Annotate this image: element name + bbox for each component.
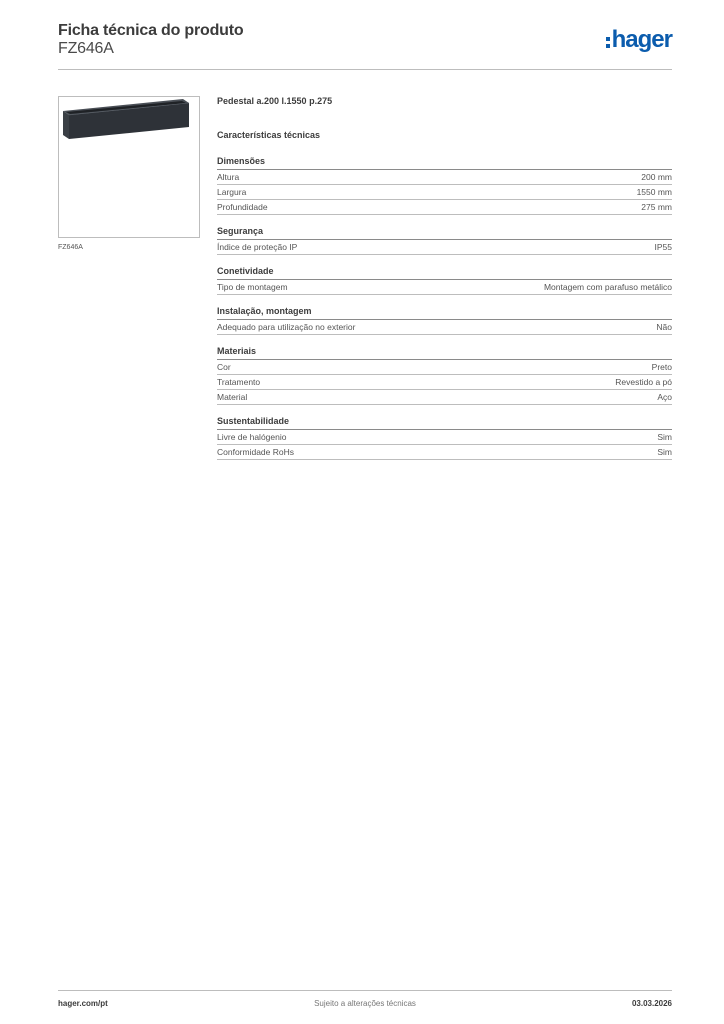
spec-row xyxy=(217,360,672,375)
spec-label: Índice de proteção IP xyxy=(217,242,298,252)
page-footer xyxy=(58,990,672,1015)
spec-value: Aço xyxy=(657,392,672,402)
group-title: Segurança xyxy=(217,226,672,240)
hager-logo[interactable] xyxy=(606,26,672,54)
spec-row xyxy=(217,185,672,200)
spec-value: Preto xyxy=(651,362,672,372)
spec-value: Sim xyxy=(657,447,672,457)
group-title: Sustentabilidade xyxy=(217,416,672,430)
footer-date: 03.03.2026 xyxy=(631,999,672,1008)
logo-text: hager xyxy=(611,26,672,53)
document-title: Ficha técnica do produto xyxy=(58,22,244,39)
spec-group-sustentabilidade xyxy=(217,416,672,460)
spec-value: Não xyxy=(656,322,672,332)
spec-value: Revestido a pó xyxy=(615,377,672,387)
pedestal-illustration xyxy=(59,97,199,237)
spec-value: 200 mm xyxy=(641,172,672,182)
spec-group-seguranca xyxy=(217,226,672,255)
spec-value: 1550 mm xyxy=(636,187,672,197)
spec-label: Livre de halógenio xyxy=(217,432,287,442)
spec-row xyxy=(217,430,672,445)
spec-label: Cor xyxy=(217,362,231,372)
spec-label: Altura xyxy=(217,172,240,182)
page-header xyxy=(58,20,672,70)
spec-row xyxy=(217,170,672,185)
group-title: Materiais xyxy=(217,346,672,360)
logo-mark-icon xyxy=(606,37,610,48)
spec-group-dimensoes xyxy=(217,156,672,215)
spec-row xyxy=(217,240,672,255)
product-image xyxy=(58,96,200,238)
spec-label: Tratamento xyxy=(217,377,261,387)
product-code: FZ646A xyxy=(58,40,114,57)
spec-content xyxy=(217,96,672,460)
spec-row xyxy=(217,200,672,215)
spec-label: Tipo de montagem xyxy=(217,282,288,292)
footer-notice: Sujeito a alterações técnicas xyxy=(314,999,416,1008)
spec-row xyxy=(217,375,672,390)
spec-value: IP55 xyxy=(654,242,672,252)
spec-value: 275 mm xyxy=(641,202,672,212)
spec-label: Adequado para utilização no exterior xyxy=(217,322,356,332)
product-name: Pedestal a.200 l.1550 p.275 xyxy=(217,96,333,106)
spec-row xyxy=(217,390,672,405)
section-title: Características técnicas xyxy=(217,130,321,140)
group-title: Instalação, montagem xyxy=(217,306,672,320)
image-caption: FZ646A xyxy=(58,244,83,251)
group-title: Dimensões xyxy=(217,156,672,170)
spec-row xyxy=(217,445,672,460)
spec-group-materiais xyxy=(217,346,672,405)
spec-label: Conformidade RoHs xyxy=(217,447,295,457)
spec-row xyxy=(217,320,672,335)
spec-label: Largura xyxy=(217,187,247,197)
spec-row xyxy=(217,280,672,295)
spec-label: Material xyxy=(217,392,248,402)
group-title: Conetividade xyxy=(217,266,672,280)
spec-value: Montagem com parafuso metálico xyxy=(543,282,672,292)
spec-group-instalacao xyxy=(217,306,672,335)
spec-group-conetividade xyxy=(217,266,672,295)
spec-value: Sim xyxy=(657,432,672,442)
spec-label: Profundidade xyxy=(217,202,268,212)
footer-website-link[interactable]: hager.com/pt xyxy=(58,999,108,1008)
